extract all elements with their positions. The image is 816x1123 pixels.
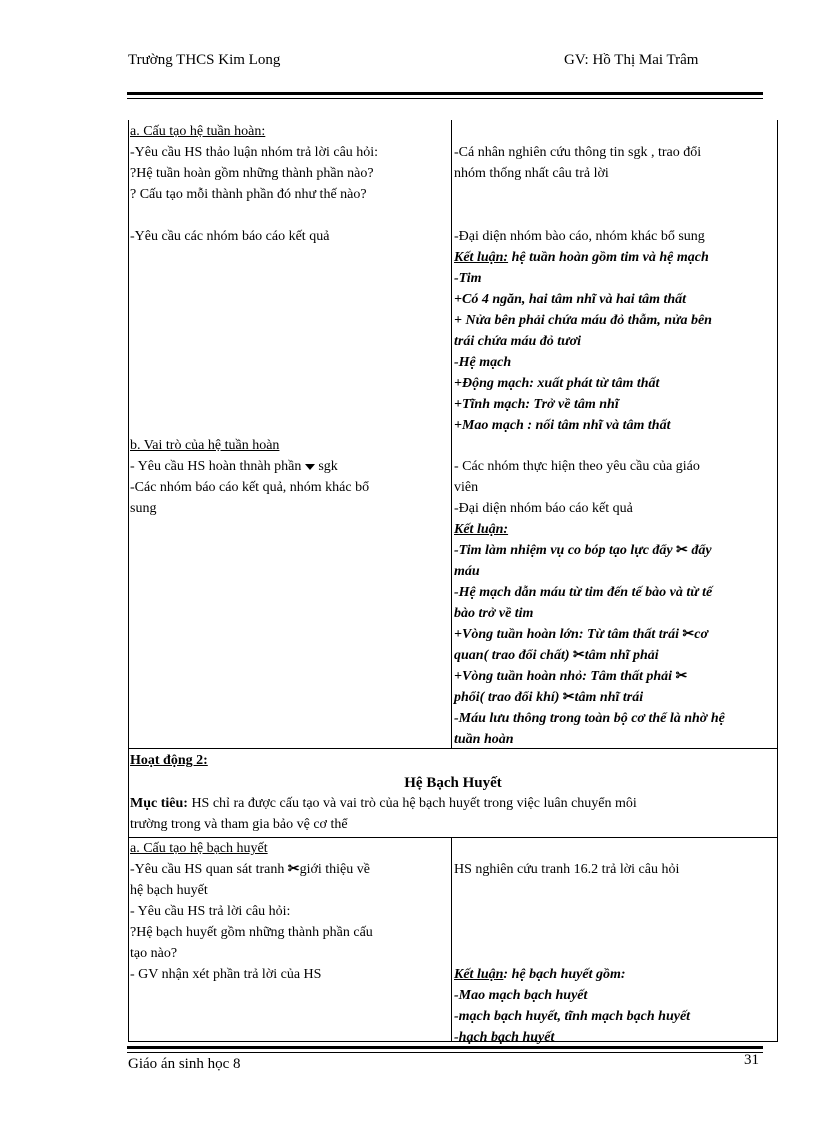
section-a-left-3: ? Cấu tạo mỗi thành phần đó như thế nào? xyxy=(130,187,367,202)
section-c-title: a. Cấu tạo hệ bạch huyết xyxy=(130,841,268,856)
section-b-right-2: viên xyxy=(454,480,479,495)
table-bottom-rule xyxy=(129,1041,777,1042)
section-b-l-4: bào trở về tim xyxy=(454,606,534,621)
page-number: 31 xyxy=(744,1052,759,1068)
section-b-l-7 xyxy=(454,667,687,688)
activity-2-title: Hệ Bạch Huyết xyxy=(404,775,502,791)
scissor-icon: ✂ xyxy=(682,627,695,642)
section-c-left-1-text: -Yêu cầu HS quan sát tranh xyxy=(130,862,288,877)
section-a-c-1: -Tim xyxy=(454,271,482,286)
section-b-l-5 xyxy=(454,625,708,646)
column-divider-top xyxy=(451,120,452,748)
section-b-l-5-text: +Vòng tuần hoàn lớn: Từ tâm thất trái xyxy=(454,627,683,642)
section-b-l-10: tuần hoàn xyxy=(454,732,514,747)
section-b-l-6-text: quan( trao đổi chất) xyxy=(454,648,574,663)
footer-rule-thin xyxy=(127,1052,763,1053)
column-divider-bottom xyxy=(451,838,452,1042)
section-b-left-2: -Các nhóm báo cáo kết quả, nhóm khác bổ xyxy=(130,480,370,495)
goal-label: Mục tiêu: xyxy=(130,796,188,811)
goal-text: HS chỉ ra được cấu tạo và vai trò của hệ bạch huyết trong việc luân chuyển môi xyxy=(187,796,637,811)
section-a-right-1: -Cá nhân nghiên cứu thông tin sgk , trao đổi xyxy=(454,145,702,160)
section-a-title: a. Cấu tạo hệ tuần hoàn: xyxy=(130,124,266,139)
section-b-left-1-tail: sgk xyxy=(318,459,338,474)
lesson-table xyxy=(128,120,778,1045)
section-a-left-1: -Yêu cầu HS thảo luận nhóm trả lời câu hỏi: xyxy=(130,145,379,160)
section-a-left-5: -Yêu cầu các nhóm báo cáo kết quả xyxy=(130,229,330,244)
section-b-l-9: -Máu lưu thông trong toàn bộ cơ thể là nhờ hệ xyxy=(454,711,725,726)
section-c-conclusion xyxy=(454,965,626,986)
section-b-l-7-text: +Vòng tuần hoàn nhỏ: Tâm thất phải xyxy=(454,669,676,684)
section-b-right-3: -Đại diện nhóm báo cáo kết quả xyxy=(454,501,633,516)
section-b-conclusion: Kết luận: xyxy=(454,522,509,537)
section-a-c-8: +Mao mạch : nối tâm nhĩ và tâm thất xyxy=(454,418,671,433)
header-rule-thin xyxy=(127,98,763,99)
row-rule-2 xyxy=(129,837,777,838)
section-a-conclusion xyxy=(454,248,709,269)
section-a-left-2: ?Hệ tuần hoàn gồm những thành phần nào? xyxy=(130,166,374,181)
activity-2-label: Hoạt động 2: xyxy=(130,753,208,768)
section-a-c-2: +Có 4 ngăn, hai tâm nhĩ và hai tâm thất xyxy=(454,292,687,307)
section-b-left-1 xyxy=(130,457,338,478)
section-b-l-8-tail: tâm nhĩ trái xyxy=(574,690,644,705)
section-b-right-1: - Các nhóm thực hiện theo yêu cầu của giáo xyxy=(454,459,700,474)
header-rule-thick xyxy=(127,92,763,95)
section-c-left-4: tạo nào? xyxy=(130,946,178,961)
section-b-title: b. Vai trò của hệ tuần hoàn xyxy=(130,438,280,453)
arrow-down-icon xyxy=(305,464,315,470)
conclusion-text: hệ tuần hoàn gồm tim và hệ mạch xyxy=(508,250,709,265)
section-a-c-4: trái chứa máu đỏ tươi xyxy=(454,334,581,349)
section-b-left-3: sung xyxy=(130,501,157,516)
section-c-l-1: -Mao mạch bạch huyết xyxy=(454,988,588,1003)
section-c-conclusion-text: : hệ bạch huyết gồm: xyxy=(503,967,626,982)
row-rule-1 xyxy=(129,748,777,749)
section-c-left-5: - GV nhận xét phần trả lời của HS xyxy=(130,967,322,982)
section-c-left-1b: hệ bạch huyết xyxy=(130,883,208,898)
section-c-left-3: ?Hệ bạch huyết gồm những thành phần cấu xyxy=(130,925,373,940)
section-b-l-5-tail: cơ xyxy=(694,627,708,642)
activity-2-goal xyxy=(130,794,637,815)
section-b-l-6-tail: tâm nhĩ phải xyxy=(584,648,659,663)
scissor-icon: ✂ xyxy=(676,543,688,558)
section-c-conclusion-label: Kết luận xyxy=(454,967,504,982)
section-a-right-2: nhóm thống nhất câu trả lời xyxy=(454,166,609,181)
section-a-c-5: -Hệ mạch xyxy=(454,355,512,370)
section-a-c-6: +Động mạch: xuất phát từ tâm thất xyxy=(454,376,660,391)
section-b-left-1-text: - Yêu cầu HS hoàn thnàh phần xyxy=(130,459,302,474)
activity-2-goal-2: trường trong và tham gia bảo vệ cơ thể xyxy=(130,817,348,832)
section-b-l-1 xyxy=(454,541,712,562)
scissor-icon: ✂ xyxy=(287,862,300,877)
section-c-l-3: -hạch bạch huyết xyxy=(454,1030,555,1045)
section-b-l-2: máu xyxy=(454,564,480,579)
section-b-l-1-text: -Tim làm nhiệm vụ co bóp tạo lực đẩy xyxy=(454,543,673,558)
section-b-l-8 xyxy=(454,688,643,709)
section-c-left-1-tail: giới thiệu về xyxy=(299,862,370,877)
section-b-l-6 xyxy=(454,646,659,667)
section-c-left-2: - Yêu cầu HS trả lời câu hỏi: xyxy=(130,904,291,919)
school-name: Trường THCS Kim Long xyxy=(128,52,281,68)
section-b-l-8-text: phổi( trao đổi khí) xyxy=(454,690,563,705)
section-c-left-1 xyxy=(130,860,370,881)
page-header xyxy=(128,52,740,72)
teacher-name: GV: Hồ Thị Mai Trâm xyxy=(564,52,699,68)
section-a-c-7: +Tĩnh mạch: Trở về tâm nhĩ xyxy=(454,397,619,412)
section-a-right-report: -Đại diện nhóm bào cáo, nhóm khác bổ sung xyxy=(454,229,705,244)
scissor-icon: ✂ xyxy=(562,690,575,705)
section-a-c-3: + Nửa bên phải chứa máu đỏ thẫm, nửa bên xyxy=(454,313,712,328)
scissor-icon: ✂ xyxy=(675,669,688,684)
section-b-l-1-tail: đẩy xyxy=(687,543,712,558)
section-b-l-3: -Hệ mạch dẫn máu từ tim đến tế bào và từ tế xyxy=(454,585,713,600)
conclusion-label: Kết luận: xyxy=(454,250,509,265)
scissor-icon: ✂ xyxy=(573,648,585,663)
footer-title: Giáo án sinh học 8 xyxy=(128,1056,241,1072)
section-c-right-1: HS nghiên cứu tranh 16.2 trả lời câu hỏi xyxy=(454,862,680,877)
section-c-l-2: -mạch bạch huyết, tĩnh mạch bạch huyết xyxy=(454,1009,691,1024)
footer-rule-thick xyxy=(127,1046,763,1049)
